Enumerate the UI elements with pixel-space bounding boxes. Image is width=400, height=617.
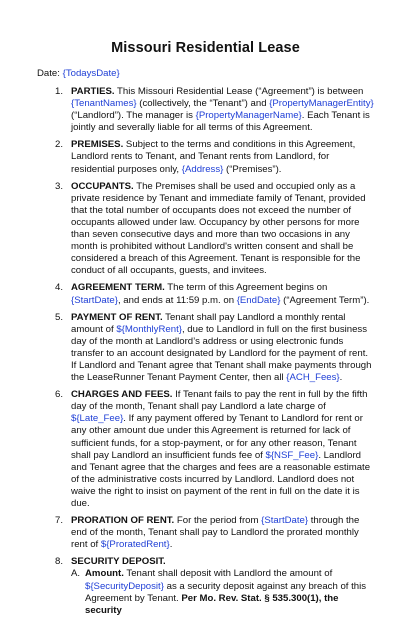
template-variable: {PropertyManagerEntity} <box>269 98 374 110</box>
section-heading: OCCUPANTS. <box>71 180 134 192</box>
body-text: The Premises shall be used and occupied only as a private residence by Tenant and immediate family of Tenant, provided that the total number of occupants does not exceed the number of occupants allowed under law. Occupancy by other persons for more than seven consecutive days and more than two occasions in any month is prohibited without Landlord's written consent and shall be considered a breach of this Agreement. Tenant is responsible for the conduct of all occupants, guests, and invitees. <box>71 180 366 277</box>
body-text: , and ends at 11:59 p.m. on <box>117 294 237 306</box>
body-text: (“Agreement Term”). <box>280 294 370 306</box>
lease-section <box>37 181 374 278</box>
template-variable: {EndDate} <box>236 294 281 306</box>
subsection-letter: A. <box>71 568 81 580</box>
section-number: 8. <box>55 556 64 568</box>
body-text: The term of this Agreement begins on <box>164 282 328 294</box>
section-heading: AGREEMENT TERM. <box>71 282 165 294</box>
body-text: Subject to the terms and conditions in this Agreement, Landlord rents to Tenant, and Tenant rents from Landlord, for residential purposes only, <box>71 139 356 175</box>
date-variable: {TodaysDate} <box>62 68 120 79</box>
template-variable: {PropertyManagerName} <box>195 110 302 122</box>
section-number: 4. <box>55 282 64 294</box>
section-heading: PREMISES. <box>71 139 124 151</box>
section-heading: PAYMENT OF RENT. <box>71 311 163 323</box>
template-variable: {ACH_Fees} <box>286 372 340 384</box>
body-text: (“Premises”). <box>223 163 282 175</box>
body-text: Tenant shall pay Landlord a monthly rental amount of <box>71 311 346 335</box>
section-heading: CHARGES AND FEES. <box>71 389 173 401</box>
template-variable: ${MonthlyRent} <box>116 323 182 335</box>
body-text: . <box>169 539 173 551</box>
body-text: . Each Tenant is jointly and severally liable for all terms of this Agreement. <box>71 110 370 134</box>
body-text: (“Landlord”). The manager is <box>71 110 196 122</box>
body-text: (collectively, the “Tenant”) and <box>136 98 270 110</box>
body-text: This Missouri Residential Lease (“Agreement”) is between <box>114 86 364 97</box>
lease-sections <box>37 86 374 617</box>
template-variable: {TenantNames} <box>71 98 137 110</box>
section-heading: PARTIES. <box>71 86 115 97</box>
lease-section <box>37 86 374 134</box>
template-variable: {StartDate} <box>261 515 309 527</box>
body-text: as a security deposit against any breach of this Agreement by Tenant. <box>85 580 367 604</box>
lease-section <box>37 312 374 385</box>
lease-section <box>37 139 374 175</box>
body-text: Tenant shall deposit with Landlord the amount of <box>123 568 333 580</box>
template-variable: ${ProratedRent} <box>100 539 170 551</box>
body-text: . <box>339 372 343 384</box>
template-variable: ${SecurityDeposit} <box>85 580 164 592</box>
date-label: Date: <box>37 68 60 79</box>
subsection-list <box>71 568 374 616</box>
lease-section <box>37 282 374 306</box>
date-line <box>37 68 374 80</box>
section-heading: SECURITY DEPOSIT. <box>71 556 166 568</box>
section-number: 2. <box>55 139 64 151</box>
section-heading: PRORATION OF RENT. <box>71 515 175 527</box>
section-number: 3. <box>55 180 64 192</box>
document-title: Missouri Residential Lease <box>111 40 300 56</box>
body-text: If Tenant fails to pay the rent in full by the fifth day of the month, Tenant shall pay Landlord a late charge of <box>71 389 368 413</box>
subsection <box>71 568 374 616</box>
template-variable: {StartDate} <box>71 294 118 306</box>
lease-section <box>37 389 374 510</box>
template-variable: {Address} <box>181 163 224 175</box>
body-text: . Landlord and Tenant agree that the charges and fees are a reasonable estimate of the administrative costs incurred by Landlord. Landlord does not waive the right to insist on payment of the rent in full on the date it is due. <box>71 449 371 509</box>
bold-text: Per Mo. Rev. Stat. § 535.300(1), the security <box>85 592 339 616</box>
section-number: 5. <box>55 311 64 323</box>
body-text: , due to Landlord in full on the first business day of the month at Landlord’s address or using electronic funds transfer to an account designated by Landlord for the payment of rent. If Landlord and Tenant agree that Tenant shall make payments through the LeaseRunner Tenant Payment Center, then all <box>71 323 372 384</box>
lease-section <box>37 556 374 616</box>
subsection-heading: Amount. <box>85 568 124 580</box>
body-text: . If any payment offered by Tenant to Landlord for rent or any other amount due under this Agreement is returned for lack of sufficient funds, for a stop-payment, or for any other reason, Tenant shall pay Landlord an insufficient funds fee of <box>71 413 363 461</box>
section-number: 7. <box>55 515 64 527</box>
template-variable: ${Late_Fee} <box>71 413 124 425</box>
lease-section <box>37 515 374 551</box>
body-text: For the period from <box>174 515 262 527</box>
section-number: 6. <box>55 389 64 401</box>
template-variable: ${NSF_Fee} <box>265 449 319 461</box>
body-text: through the end of the month, Tenant shall pay to Landlord the prorated monthly rent of <box>71 515 360 551</box>
section-number: 1. <box>55 86 64 97</box>
